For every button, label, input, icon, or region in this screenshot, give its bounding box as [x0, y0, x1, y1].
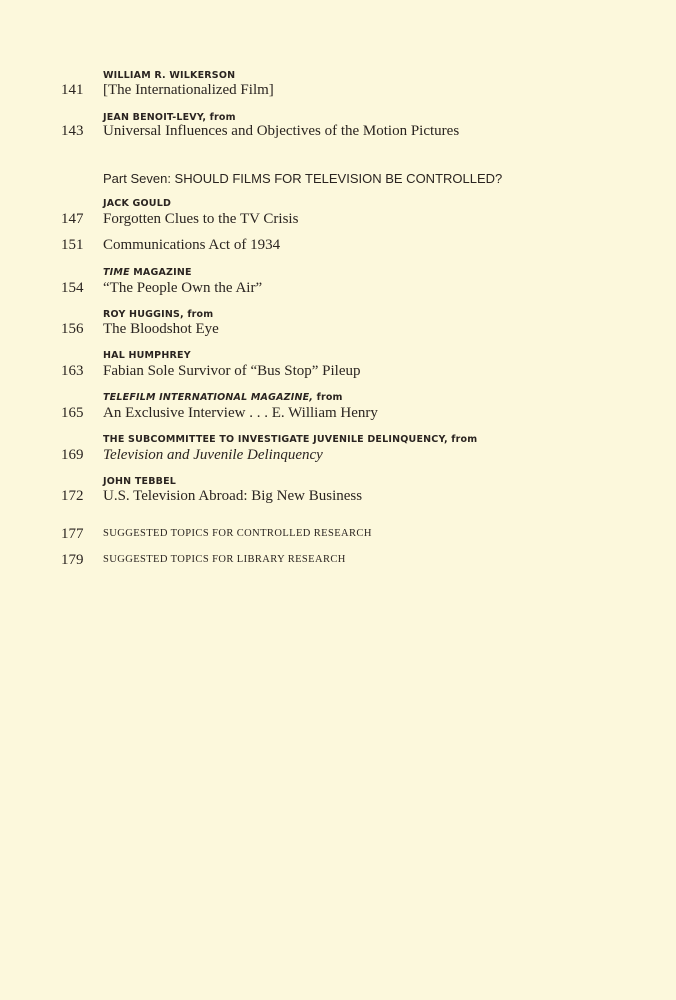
- entry-page-number: 154: [61, 280, 84, 296]
- entry-page-number: 147: [61, 211, 84, 227]
- entry-author: HAL HUMPHREY: [103, 350, 191, 361]
- entry-author-rest: MAGAZINE: [129, 267, 192, 278]
- entry-title: Universal Influences and Objectives of the Motion Pictures: [103, 123, 460, 139]
- entry-author: JOHN TEBBEL: [103, 476, 177, 487]
- entry-page-number: 143: [61, 123, 84, 139]
- entry-author: WILLIAM R. WILKERSON: [103, 70, 236, 81]
- entry-page-number: 163: [61, 363, 84, 379]
- entry-title: [The Internationalized Film]: [103, 82, 274, 98]
- entry-title: SUGGESTED TOPICS FOR LIBRARY RESEARCH: [103, 554, 346, 565]
- entry-page-number: 156: [61, 321, 84, 337]
- entry-page-number: 172: [61, 488, 84, 504]
- entry-title: Communications Act of 1934: [103, 237, 281, 253]
- entry-title: Television and Juvenile Delinquency: [103, 447, 323, 463]
- entry-author-italic: TELEFILM INTERNATIONAL MAGAZINE,: [103, 392, 314, 403]
- entry-author: JEAN BENOIT-LEVY, from: [103, 112, 236, 123]
- entry-title: “The People Own the Air”: [103, 280, 263, 296]
- entry-title: U.S. Television Abroad: Big New Business: [103, 488, 363, 504]
- entry-author: ROY HUGGINS, from: [103, 309, 214, 320]
- entry-title: Forgotten Clues to the TV Crisis: [103, 211, 299, 227]
- entry-title: An Exclusive Interview . . . E. William Henry: [103, 405, 378, 421]
- entry-page-number: 177: [61, 526, 84, 542]
- entry-author-rest: from: [313, 392, 343, 403]
- entry-page-number: 169: [61, 447, 84, 463]
- entry-page-number: 141: [61, 82, 84, 98]
- entry-author-italic: TIME: [103, 267, 130, 278]
- entry-title: SUGGESTED TOPICS FOR CONTROLLED RESEARCH: [103, 528, 372, 539]
- entry-author: THE SUBCOMMITTEE TO INVESTIGATE JUVENILE DELINQUENCY, from: [103, 434, 478, 445]
- entry-title: Fabian Sole Survivor of “Bus Stop” Pileup: [103, 363, 361, 379]
- entry-author: [103, 267, 192, 278]
- entry-page-number: 179: [61, 552, 84, 568]
- part-heading: Part Seven: SHOULD FILMS FOR TELEVISION BE CONTROLLED?: [103, 171, 503, 186]
- entry-author: JACK GOULD: [103, 198, 172, 209]
- entry-page-number: 151: [61, 237, 84, 253]
- entry-title: The Bloodshot Eye: [103, 321, 219, 337]
- entry-page-number: 165: [61, 405, 84, 421]
- entry-author: [103, 392, 343, 403]
